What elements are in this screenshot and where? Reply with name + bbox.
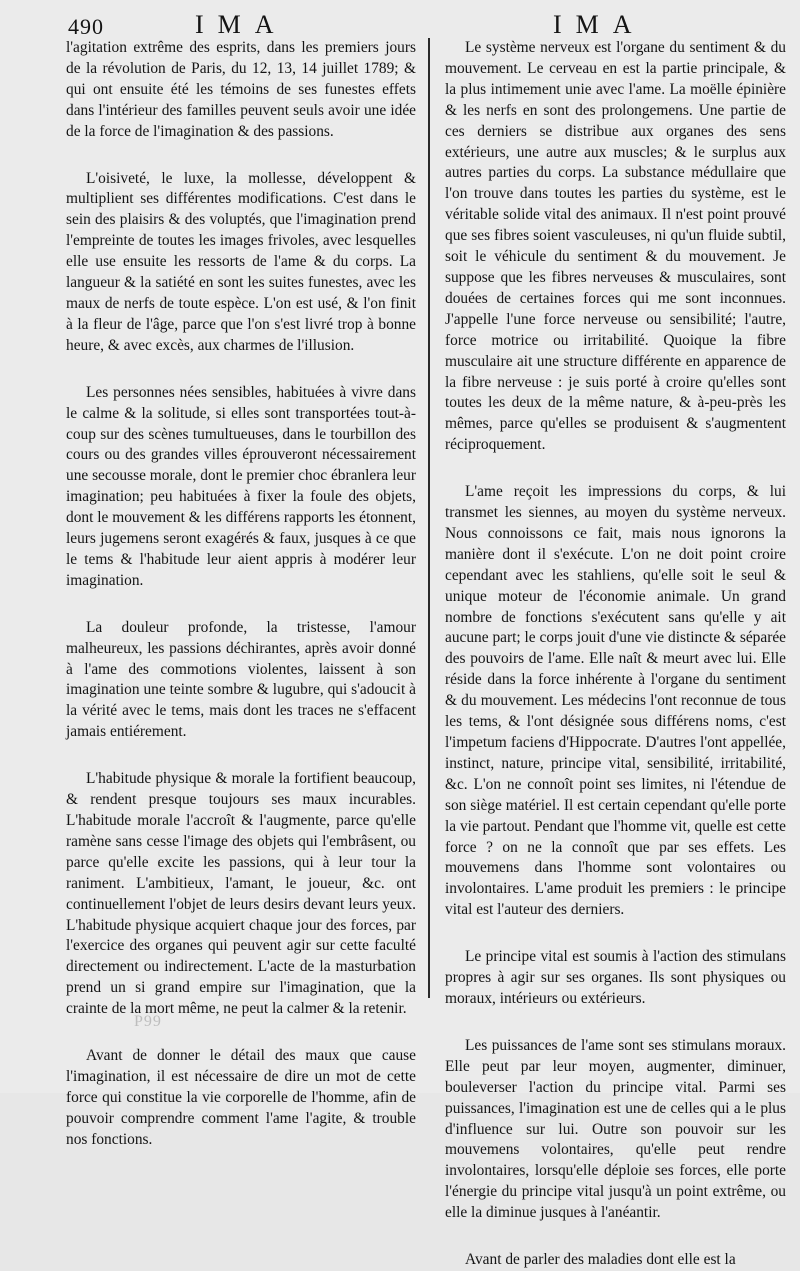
paragraph: L'oisiveté, le luxe, la mollesse, développent & multiplient ses différentes modifications. C'est dans le sein des plaisirs & des voluptés, que l'imagination prend l'empreinte de toutes les images frivoles, avec lesquelles elle use ensuite les ressorts de l'ame & du corps. La langueur & la satiété en sont les suites funestes, avec les maux de nerfs de toute espèce. L'on est usé, & l'on finit à la fleur de l'âge, parce que l'on s'est livré trop à bonne heure, & avec excès, aux charmes de l'illusion. — [66, 169, 416, 354]
paragraph: Le système nerveux est l'organe du sentiment & du mouvement. Le cerveau en est la partie principale, & la plus intimement unie avec l'ame. La moëlle épinière & les nerfs en sont des prolongemens. Une partie de ces derniers se distribue aux organes des sens extérieurs, une autre aux muscles; & le surplus aux autres parties du corps. La substance médullaire que l'on trouve dans toutes les parties du système, est le véritable solide vital des animaux. Il n'est point prouvé que ses fibres soient vasculeuses, ni qu'un fluide subtil, soit le véhicule du sentiment & du mouvement. Je suppose que les fibres nerveuses & musculaires, sont douées de certaines forces qui me sont inconnues. J'appelle l'une force nerveuse ou sensibilité; l'autre, force motrice ou irritabilité. Quoique la fibre musculaire ait une structure différente en apparence de la fibre nerveuse : je suis porté à croire qu'elles sont toutes les deux de la même nature, & à-peu-près les mêmes, parce qu'elles se produisent & s'augmentent réciproquement. — [445, 39, 786, 454]
running-head-right: IMA — [553, 10, 646, 39]
paragraph: L'habitude physique & morale la fortifient beaucoup, & rendent presque toujours ses maux incurables. L'habitude morale l'accroît & l'augmente, parce qu'elle ramène sans cesse l'image des objets qui l'embrâsent, ou parce qu'elle excite les passions, qui à leur tour la raniment. L'ambitieux, l'amant, le joueur, &c. ont continuellement l'objet de leurs desirs devant leurs yeux. L'habitude physique acquiert chaque jour des forces, par l'exercice des organes qui peuvent agir sur cette faculté directement ou indirectement. L'acte de la masturbation prend un si grand empire sur l'imagination, que la crainte de la mort même, ne peut la calmer & la retenir. — [66, 770, 416, 1018]
right-column — [445, 38, 786, 1271]
paragraph: Les personnes nées sensibles, habituées à vivre dans le calme & la solitude, si elles sont transportées tout-à-coup sur des scènes tumultueuses, dans le tourbillon des cours ou des grandes villes éprouveront nécessairement une secousse morale, dont le premier choc ébranlera leur imagination; peu habituées à fixer la foule des objets, dont le mouvement & les différens rapports les étonnent, leurs jugemens seront exagérés & faux, jusques à ce que le tems & l'habitude leur aient appris à modérer leur imagination. — [66, 383, 416, 589]
paragraph: Les puissances de l'ame sont ses stimulans moraux. Elle peut par leur moyen, augmenter, diminuer, bouleverser l'action du principe vital. Parmi ses puissances, l'imagination est une de celles qui a le plus d'influence sur lui. Outre son pouvoir sur les mouvemens volontaires, qu'elle peut rendre involontaires, lorsqu'elle déploie ses forces, elle porte l'énergie du principe vital jusqu'à un point extrême, ou elle la diminue jusques à l'anéantir. — [445, 1036, 786, 1222]
paragraph: Avant de parler des maladies dont elle est la — [465, 1251, 736, 1269]
paragraph: La douleur profonde, la tristesse, l'amour malheureux, les passions déchirantes, après avoir donné à l'ame des commotions violentes, laissent à son imagination une teinte sombre & lugubre, qui s'adoucit à la vérité avec le tems, mais dont les traces ne s'effacent jamais entiérement. — [66, 618, 416, 741]
column-divider — [428, 38, 430, 998]
faded-stamp: P99 — [134, 1013, 162, 1030]
paragraph: Avant de donner le détail des maux que cause l'imagination, il est nécessaire de dire un mot de cette force qui constitue la vie corporelle de l'homme, afin de pouvoir comprendre comment l'ame l'agite, & trouble nos fonctions. — [66, 1047, 416, 1148]
paragraph: l'agitation extrême des esprits, dans les premiers jours de la révolution de Paris, du 12, 13, 14 juillet 1789; & qui ont ensuite été les témoins de ses funestes effets dans l'intérieur des familles peuvent seuls avoir une idée de la force de l'imagination & des passions. — [66, 39, 416, 140]
running-head — [0, 6, 800, 38]
page-number: 490 — [68, 14, 104, 39]
paragraph: L'ame reçoit les impressions du corps, & lui transmet les siennes, au moyen du système nerveux. Nous connoissons ce fait, mais nous ignorons la manière dont il s'exécute. L'on ne doit point croire cependant avec les stahliens, qu'elle soit le seul & unique moteur de l'économie animale. Un grand nombre de fonctions s'exécutent sans qu'elle y ait aucune part; le corps jouit d'une vie distincte & séparée des pouvoirs de l'ame. Elle naît & meurt avec lui. Elle réside dans la force inhérente à l'organe du sentiment & du mouvement. Les médecins l'ont reconnue de tous les tems, & l'ont désignée sous différens noms, c'est l'impetum faciens d'Hippocrate. D'autres l'ont appellée, instinct, nature, principe vital, sensibilité, irritabilité, &c. L'on ne connoît point ses limites, ni l'étendue de son siège matériel. Il est certain cependant qu'elle porte la vie partout. Pendant que l'homme vit, quelle est cette force ? on ne la connoît que par ses effets. Les mouvemens dans l'homme sont volontaires ou involontaires. L'ame produit les premiers : le principe vital est l'auteur des derniers. — [445, 483, 786, 919]
left-column — [66, 38, 416, 1151]
paragraph: Le principe vital est soumis à l'action des stimulans propres à agir sur ses organes. Ils sont physiques ou moraux, intérieurs ou extérieurs. — [445, 948, 786, 1007]
running-head-left: IMA — [195, 10, 288, 39]
